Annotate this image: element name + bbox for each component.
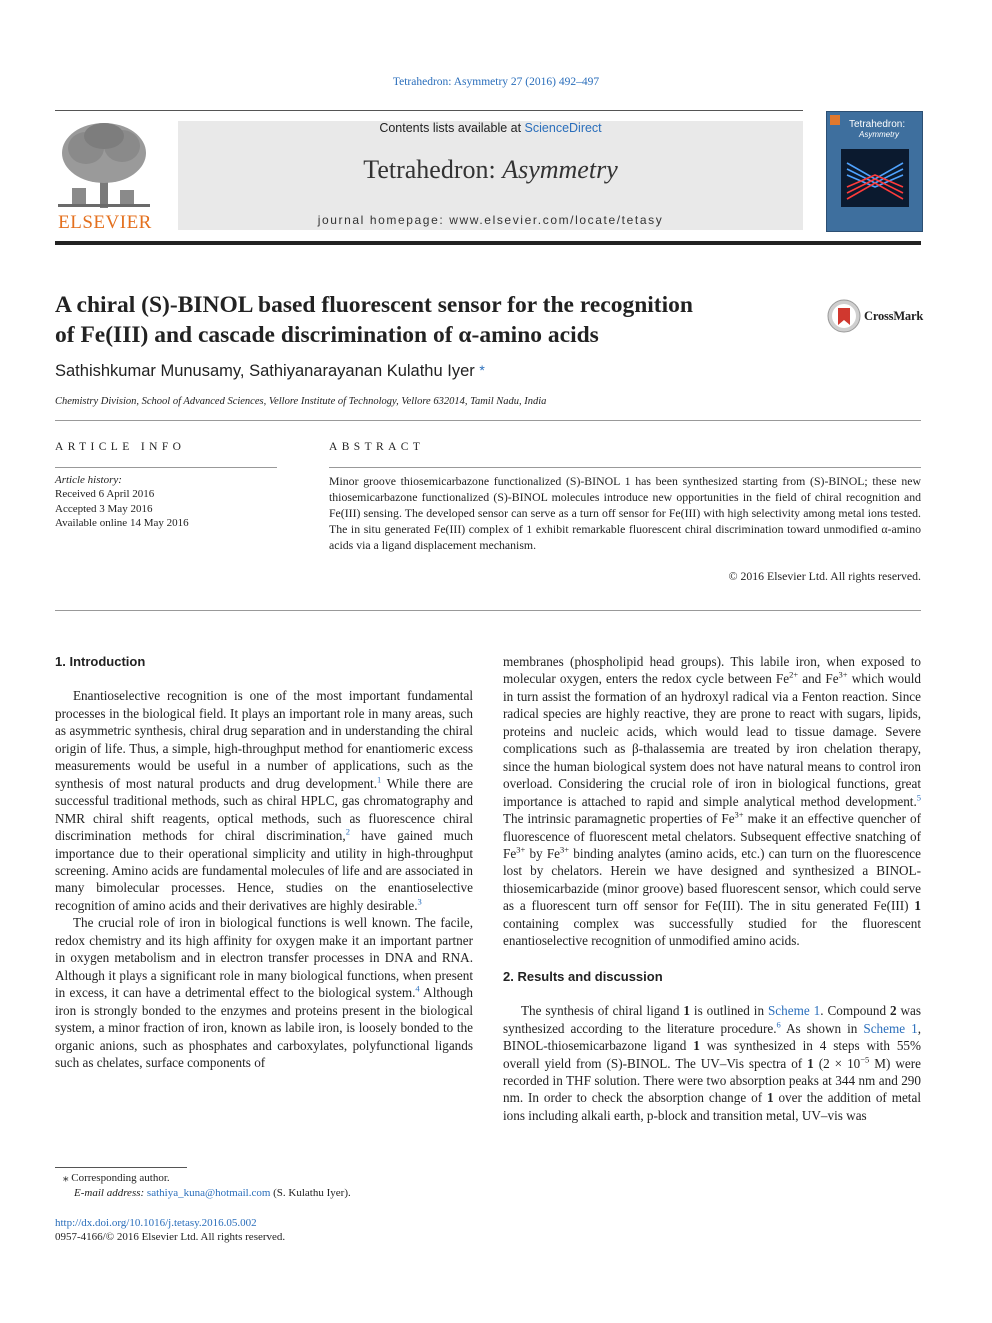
- journal-cover-thumbnail[interactable]: [826, 111, 923, 232]
- superscript-minus5: −5: [860, 1054, 870, 1065]
- footnote-rule: [55, 1167, 187, 1168]
- email-suffix: (S. Kulathu Iyer).: [270, 1187, 351, 1199]
- compound-number: 1: [683, 1003, 691, 1019]
- author-email-link[interactable]: sathiya_kuna@hotmail.com: [146, 1187, 271, 1199]
- intro-paragraph-2-continued: [503, 653, 921, 950]
- author-list: [55, 362, 485, 381]
- affiliation-rule: [55, 420, 921, 421]
- abstract-rule: [329, 467, 921, 468]
- cover-title: [849, 120, 905, 140]
- results-text-f: , BINOL-thiosemicarbazone ligand: [503, 1020, 921, 1054]
- article-history: [55, 473, 189, 531]
- ref-link-6[interactable]: 6: [776, 1019, 781, 1030]
- journal-homepage[interactable]: journal homepage: www.elsevier.com/locate/tetasy: [317, 213, 664, 227]
- article-info-heading: ARTICLE INFO: [55, 441, 186, 453]
- intro-p3-text-a: membranes (phospholipid head groups). This labile iron, when exposed to molecular oxygen, enters the redox cycle between Fe: [503, 654, 921, 687]
- intro-p3-text-f: by Fe: [525, 845, 561, 861]
- accepted-date: Accepted 3 May 2016: [55, 502, 153, 515]
- issn-copyright: 0957-4166/© 2016 Elsevier Ltd. All rights reserved.: [55, 1231, 286, 1243]
- compound-number: 1: [766, 1090, 774, 1106]
- intro-p3-text-d: The intrinsic paramagnetic properties of Fe: [503, 811, 735, 827]
- journal-title-italic: Asymmetry: [502, 155, 618, 184]
- scheme-1-link[interactable]: Scheme 1: [767, 1003, 821, 1019]
- author-names: Sathishkumar Munusamy, Sathiyanarayanan Kulathu Iyer: [55, 362, 475, 380]
- intro-paragraph-1: [55, 687, 473, 914]
- results-text-h: (2 × 10: [813, 1055, 861, 1071]
- results-paragraph-1: [503, 1002, 921, 1124]
- email-footnote: [55, 1187, 351, 1199]
- section-heading-results: 2. Results and discussion: [503, 968, 663, 984]
- compound-number: 2: [889, 1003, 897, 1019]
- ref-link-1[interactable]: 1: [377, 774, 382, 785]
- elsevier-wordmark: ELSEVIER: [58, 212, 152, 233]
- author-affiliation: Chemistry Division, School of Advanced Sciences, Vellore Institute of Technology, Vellore 632014, Tamil Nadu, India: [55, 396, 547, 407]
- header-thick-rule: [55, 241, 921, 245]
- ref-link-2[interactable]: 2: [345, 826, 350, 837]
- intro-p3-text-b: and Fe: [798, 671, 839, 687]
- cover-badge-icon: [830, 115, 840, 125]
- journal-title: [178, 155, 803, 185]
- compound-number: 1: [807, 1055, 814, 1071]
- online-date: Available online 14 May 2016: [55, 517, 189, 530]
- intro-p1-text-c: have gained much importance due to their operational simplicity and utility in high-throughput screening. Amino acids are fundamental molecules of life and are associated in many bimolecular processes. Hence, studies on the enantioselective recognition of amino acids and their derivatives are highly desirable.: [55, 828, 473, 913]
- body-column-left: [55, 653, 473, 1071]
- journal-citation[interactable]: Tetrahedron: Asymmetry 27 (2016) 492–497: [392, 76, 600, 88]
- results-text-c: . Compound: [820, 1003, 890, 1019]
- superscript-3plus: 3+: [838, 670, 848, 681]
- superscript-3plus: 3+: [560, 844, 570, 855]
- intro-p2-text-b: Although iron is strongly bonded to the enzymes and proteins present in the biological system, a minor fraction of iron, known as labile iron, is loosely bonded to the organic anions, such as phosphates and carboxylates, polyfunctional ligands such as chelates, surface components of: [55, 985, 474, 1070]
- journal-masthead: [178, 121, 803, 230]
- crossmark-label[interactable]: CrossMark: [864, 309, 924, 323]
- corresponding-author-footnote: ⁎ Corresponding author.: [63, 1172, 170, 1184]
- article-title-line-1: A chiral (S)-BINOL based fluorescent sensor for the recognition: [55, 292, 693, 318]
- section-heading-introduction: 1. Introduction: [55, 654, 146, 669]
- sciencedirect-link[interactable]: ScienceDirect: [524, 121, 602, 135]
- received-date: Received 6 April 2016: [55, 488, 155, 501]
- journal-title-roman: Tetrahedron:: [363, 155, 503, 184]
- article-title-line-2: of Fe(III) and cascade discrimination of α-amino acids: [55, 322, 599, 348]
- results-text-j: over the addition of metal ions including alkali earth, p-block and transition metal, UV–vis was: [503, 1090, 921, 1123]
- email-label: E-mail address:: [74, 1187, 147, 1199]
- intro-p3-text-g: binding analytes (amino acids, etc.) can turn on the fluorescence lost by chelators. Herein we have designed and synthesized a BINOL-thiosemicarbazide (minor groove) based fluorescent sensor, which could serve as a fluorescent turn off sensor for Fe(III). The in situ generated Fe(III): [503, 845, 922, 914]
- intro-p3-text-c: which would in turn assist the formation of an hydroxyl radical via a Fenton reaction. Since radical species are highly reactive, they are prone to react with sugars, lipids, proteins and nucleic acids, which would lead to tissue damage. Severe complications such as β-thalassemia are treated by iron chelation therapy, since the human biological system does not have natural means to control iron overload. Considering the crucial role of iron in biological functions, great importance is attached to rapid and simple analytical method development.: [503, 671, 921, 809]
- contents-prefix: Contents lists available at: [379, 121, 525, 135]
- scheme-1-link[interactable]: Scheme 1: [863, 1020, 918, 1036]
- results-text-d: was synthesized according to the literature procedure.: [503, 1003, 922, 1036]
- abstract-copyright: © 2016 Elsevier Ltd. All rights reserved.: [728, 569, 921, 583]
- article-title: [55, 290, 805, 350]
- intro-paragraph-2: [55, 914, 473, 1071]
- intro-p2-text: The crucial role of iron in biological functions is well known. The facile, redox chemistry and its high affinity for oxygen make it an important partner in oxygen metabolism and in electron transfer processes in DNA and RNA. Although it plays a significant role in many biological functions, when present in excess, it can have a detrimental effect to the biological system.: [55, 915, 473, 1001]
- ref-link-5[interactable]: 5: [916, 792, 921, 803]
- intro-p3-text-e: make it an effective quencher of fluorescence of fluorescent metal chelators. Subsequent effective snatching of Fe: [503, 811, 921, 861]
- superscript-3plus: 3+: [734, 809, 744, 820]
- results-text-e: As shown in: [780, 1020, 864, 1036]
- superscript-3plus: 3+: [516, 844, 526, 855]
- abstract-bottom-rule: [55, 610, 921, 611]
- results-text-g: was synthesized in 4 steps with 55% overall yield from (S)-BINOL. The UV–Vis spectra of: [503, 1038, 921, 1071]
- header-top-rule: [55, 110, 803, 111]
- ref-link-3[interactable]: 3: [417, 896, 422, 907]
- corresponding-author-mark[interactable]: *: [479, 362, 485, 378]
- results-text-i: M) were recorded in THF solution. There were two absorption peaks at 344 nm and 290 nm. In order to check the absorption change of: [503, 1055, 921, 1106]
- cover-title-main: Tetrahedron:: [849, 119, 906, 130]
- results-text-b: is outlined in: [690, 1003, 768, 1019]
- compound-number: 1: [693, 1038, 700, 1054]
- results-text-a: The synthesis of chiral ligand: [521, 1003, 684, 1019]
- intro-p3-text-h: containing complex was successfully studied for the fluorescent enantioselective recognition of unmodified amino acids.: [503, 915, 921, 949]
- body-column-right: [503, 653, 921, 1124]
- history-label: Article history:: [55, 474, 122, 486]
- doi-link[interactable]: http://dx.doi.org/10.1016/j.tetasy.2016.05.002: [55, 1217, 257, 1229]
- compound-number: 1: [914, 898, 921, 914]
- section-gap: [503, 950, 921, 968]
- ref-link-4[interactable]: 4: [415, 983, 420, 994]
- abstract-text: Minor groove thiosemicarbazone functionalized (S)-BINOL 1 has been synthesized starting from (S)-BINOL; these new thiosemicarbazone functionalized (S)-BINOL molecules introduce new opportunities in the field of chiral recognition and Fe(III) sensing. The developed sensor can serve as a turn off sensor for Fe(III) with high selectivity among metal ions tested. The in situ generated Fe(III) complex of 1 exhibit remarkable fluorescent chiral discrimination toward unmodified α-amino acids via a ligand displacement mechanism.: [329, 474, 921, 552]
- cover-artwork-icon: [841, 149, 909, 207]
- contents-availability: [178, 121, 803, 135]
- article-info-rule: [55, 467, 277, 468]
- intro-p1-text-b: While there are successful traditional methods, such as chiral HPLC, gas chromatography and NMR chiral shift reagents, optical methods, such as fluorescence chiral discrimination methods for chiral discrimination,: [55, 775, 473, 844]
- cover-subtitle: Asymmetry: [859, 130, 899, 139]
- abstract-heading: ABSTRACT: [329, 441, 425, 453]
- superscript-2plus: 2+: [789, 670, 799, 681]
- intro-p1-text: Enantioselective recognition is one of the most important fundamental processes in the biological field. It plays an important role in many areas, such as asymmetric synthesis, chiral drug separation and in understanding the chiral origin of life. Thus, a simple, high-throughput method for enantiomeric excess measurements would be useful in a number of applications, such as the synthesis of most natural products and drug development.: [55, 688, 473, 791]
